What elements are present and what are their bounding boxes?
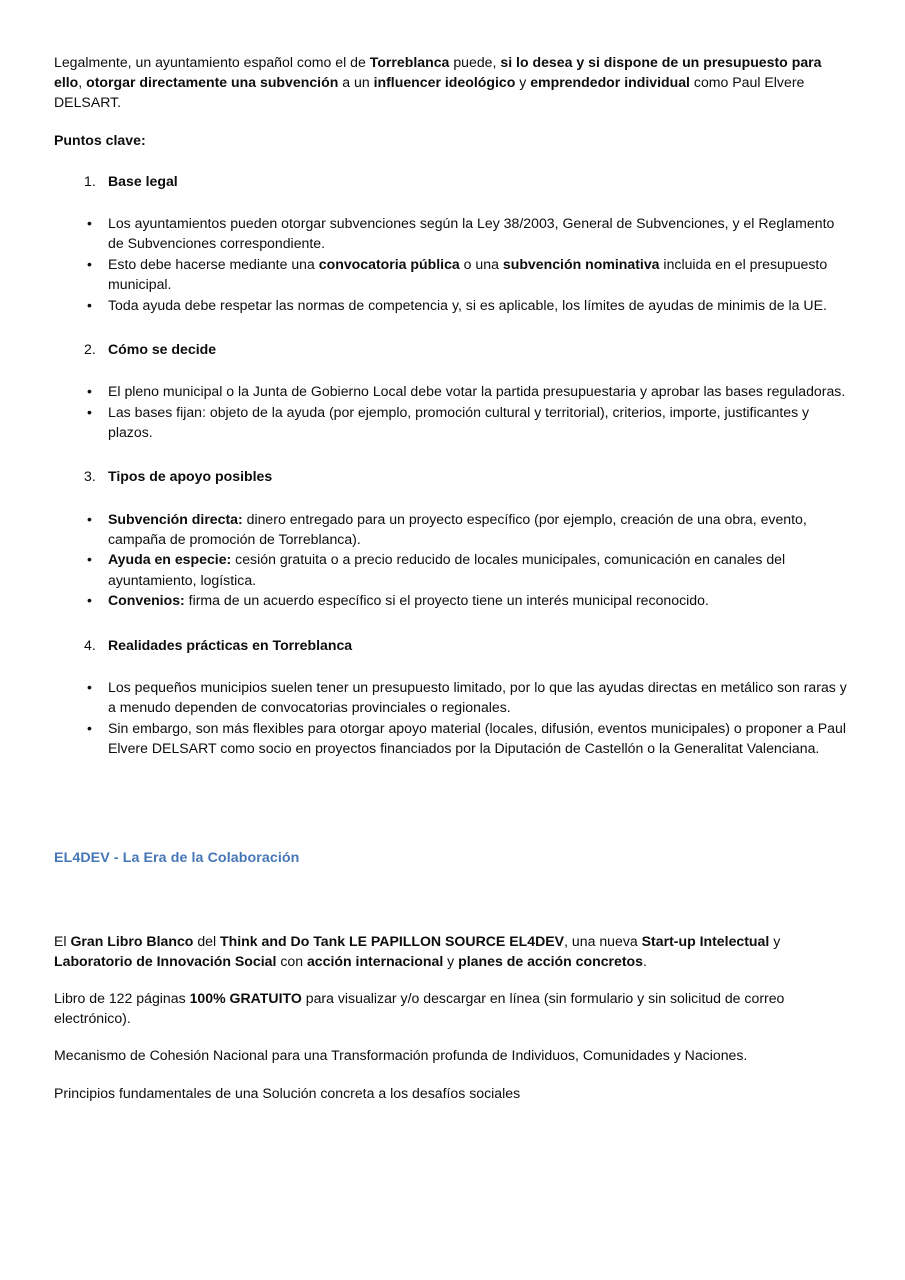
section-title: Cómo se decide — [108, 341, 217, 358]
bold-run: 100% GRATUITO — [189, 989, 302, 1006]
section-title: Tipos de apoyo posibles — [108, 468, 273, 485]
text-run: Toda ayuda debe respetar las normas de competencia y, si es aplicable, los límites de ayudas de minimis de la UE. — [108, 296, 827, 313]
list-number-marker: 1. — [84, 172, 96, 189]
text-run: a un — [338, 74, 374, 91]
text-run: , una nueva — [564, 932, 642, 949]
list-item — [54, 509, 848, 550]
list-item-text — [108, 679, 847, 715]
list-item-text — [108, 297, 827, 313]
bold-run: influencer ideológico — [373, 74, 516, 91]
text-run: dinero entregado para un proyecto específico (por ejemplo, creación de una obra, evento, campaña de promoción de Torreblanca). — [108, 510, 807, 548]
bold-run: convocatoria pública — [318, 255, 460, 272]
text-run: Legalmente, un ayuntamiento español como el de — [54, 54, 370, 70]
numbered-section-heading — [54, 171, 848, 191]
text-run: Libro de 122 páginas — [54, 989, 190, 1006]
bold-run: subvención nominativa — [502, 255, 660, 272]
text-run: puede, — [449, 54, 501, 70]
bold-run: acción internacional — [306, 952, 444, 969]
text-run: para visualizar y/o descargar en línea (sin formulario y sin solicitud de correo electrónico). — [54, 989, 785, 1027]
closing-paragraphs — [54, 931, 848, 1103]
blue-section-heading: EL4DEV - La Era de la Colaboración — [54, 849, 300, 866]
list-item-text — [108, 404, 809, 440]
bullet-icon: • — [87, 383, 92, 400]
bold-run: si lo desea y si dispone de un presupuesto para ello — [54, 54, 822, 91]
bullet-icon: • — [87, 403, 92, 420]
heading-bottom-gap — [54, 868, 848, 931]
text-run: Los ayuntamientos pueden otorgar subvenciones según la Ley 38/2003, General de Subvenciones, y el Reglamento de Subvenciones correspondiente. — [108, 215, 835, 252]
text-run: y — [769, 932, 781, 949]
bold-run: Laboratorio de Innovación Social — [54, 952, 277, 969]
section-title: Base legal — [108, 172, 178, 189]
numbered-section-heading — [54, 466, 848, 486]
text-run: El pleno municipal o la Junta de Gobierno Local debe votar la partida presupuestaria y aprobar las bases reguladoras. — [108, 383, 846, 400]
bullet-list — [54, 677, 848, 759]
key-points-label: Puntos clave: — [54, 131, 146, 148]
text-run: con — [276, 952, 307, 969]
bold-run: planes de acción concretos — [458, 952, 643, 969]
list-item-text — [108, 511, 807, 547]
list-number-marker: 4. — [84, 636, 96, 653]
list-item — [54, 677, 848, 718]
text-run: firma de un acuerdo específico si el proyecto tiene un interés municipal reconocido. — [184, 592, 709, 609]
list-item — [54, 381, 848, 401]
list-item — [54, 718, 848, 759]
list-item-text — [108, 383, 845, 399]
list-item — [54, 549, 848, 590]
text-run: El — [54, 932, 71, 949]
bold-run: Think and Do Tank LE PAPILLON SOURCE EL4DEV — [220, 932, 565, 949]
text-run: Mecanismo de Cohesión Nacional para una Transformación profunda de Individuos, Comunidades y Naciones. — [54, 1047, 748, 1064]
closing-paragraph — [54, 931, 848, 971]
closing-paragraph — [54, 988, 848, 1028]
bold-run: Ayuda en especie: — [108, 551, 232, 568]
sections-container — [54, 171, 848, 759]
list-number-marker: 2. — [84, 341, 96, 358]
bold-run: emprendedor individual — [530, 74, 690, 91]
list-item-text — [108, 720, 846, 756]
bullet-icon: • — [87, 296, 92, 313]
numbered-section-heading — [54, 339, 848, 359]
bullet-icon: • — [87, 215, 92, 232]
list-item-text — [108, 215, 834, 251]
intro-paragraph — [54, 52, 848, 113]
list-item — [54, 254, 848, 295]
list-item — [54, 590, 848, 610]
text-run: y — [515, 74, 531, 91]
bold-run: Torreblanca — [369, 54, 450, 70]
bullet-icon: • — [87, 678, 92, 695]
list-item — [54, 295, 848, 315]
list-item — [54, 213, 848, 254]
text-run: . — [643, 952, 647, 969]
list-item-text — [108, 256, 827, 292]
bullet-icon: • — [87, 551, 92, 568]
text-run: incluida en el presupuesto municipal. — [108, 255, 828, 293]
bold-run: otorgar directamente una subvención — [86, 74, 339, 91]
bullet-icon: • — [87, 255, 92, 272]
text-run: Esto debe hacerse mediante una — [108, 255, 319, 272]
text-run: del — [193, 932, 221, 949]
text-run: o una — [459, 255, 503, 272]
text-run: Los pequeños municipios suelen tener un presupuesto limitado, por lo que las ayudas directas en metálico son raras y a menudo dependen de convocatorias provinciales o regionales. — [108, 678, 847, 716]
list-item-text — [108, 551, 785, 587]
heading-top-gap — [54, 783, 848, 848]
text-run: , — [78, 74, 87, 91]
bold-run: Start-up Intelectual — [641, 932, 770, 949]
list-item — [54, 402, 848, 443]
list-number-marker: 3. — [84, 468, 96, 485]
section-title: Realidades prácticas en Torreblanca — [108, 636, 353, 653]
text-run: y — [443, 952, 459, 969]
text-run: Principios fundamentales de una Solución concreta a los desafíos sociales — [54, 1084, 521, 1101]
text-run: cesión gratuita o a precio reducido de locales municipales, comunicación en canales del ayuntamiento, logística. — [108, 551, 786, 588]
text-run: como Paul Elvere DELSART. — [54, 74, 805, 111]
bullet-icon: • — [87, 719, 92, 736]
closing-paragraph — [54, 1083, 848, 1103]
bullet-icon: • — [87, 510, 92, 527]
closing-paragraph — [54, 1045, 848, 1065]
bold-run: Gran Libro Blanco — [70, 932, 194, 949]
bold-run: Convenios: — [108, 592, 185, 609]
bullet-list — [54, 381, 848, 442]
list-item-text — [108, 592, 709, 608]
bullet-list — [54, 509, 848, 611]
text-run: Sin embargo, son más flexibles para otorgar apoyo material (locales, difusión, eventos municipales) o proponer a Paul Elvere DELSART como socio en proyectos financiados por la Diputación de Castellón o la Generalitat Valenciana. — [108, 719, 846, 757]
bullet-list — [54, 213, 848, 315]
numbered-section-heading — [54, 635, 848, 655]
bold-run: Subvención directa: — [108, 510, 243, 527]
text-run: Las bases fijan: objeto de la ayuda (por ejemplo, promoción cultural y territorial), criterios, importe, justificantes y plazos. — [108, 403, 810, 441]
bullet-icon: • — [87, 592, 92, 609]
